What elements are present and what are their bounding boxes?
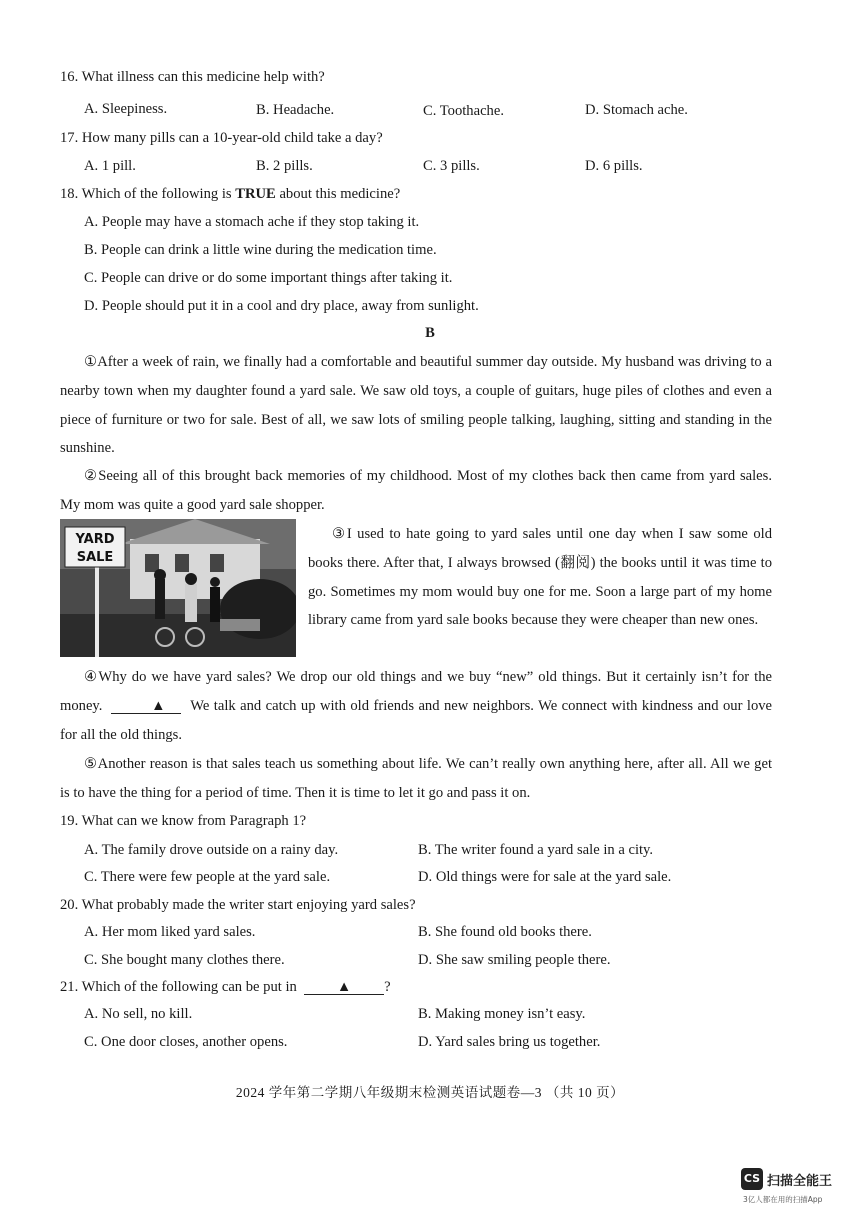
passage-paragraph-2 xyxy=(60,462,772,520)
q21-stem-text: 21. Which of the following can be put in xyxy=(60,979,297,995)
q16-option-a: A. Sleepiness. xyxy=(84,101,168,117)
q20-option-a: A. Her mom liked yard sales. xyxy=(84,924,256,940)
q16-option-d: D. Stomach ache. xyxy=(585,102,688,118)
q17-option-c: C. 3 pills. xyxy=(423,158,480,174)
q20-option-b: B. She found old books there. xyxy=(418,924,592,940)
q20-option-d: D. She saw smiling people there. xyxy=(418,952,611,968)
scanner-tagline: 3亿人都在用的扫描App xyxy=(743,1195,823,1204)
question-16-stem: 16. What illness can this medicine help with? xyxy=(60,69,325,85)
q18-option-d: D. People should put it in a cool and dry place, away from sunlight. xyxy=(84,298,479,314)
passage-paragraph-5 xyxy=(60,750,772,808)
q21-option-d: D. Yard sales bring us together. xyxy=(418,1034,601,1050)
scanner-name: 扫描全能王 xyxy=(767,1174,833,1189)
q21-stem-end: ? xyxy=(384,979,391,995)
q18-option-a: A. People may have a stomach ache if they stop taking it. xyxy=(84,214,420,230)
question-18-stem xyxy=(60,185,400,203)
cs-logo-icon: CS xyxy=(741,1168,763,1190)
passage-paragraph-1 xyxy=(60,348,772,463)
paragraph-5-text: ⑤Another reason is that sales teach us something about life. We can’t really own anything here, after all. All we get is to have the thing for a period of time. Then it is time to let it go and pass it on. xyxy=(60,756,772,801)
q16-option-b: B. Headache. xyxy=(256,102,335,118)
sign-text-bottom: SALE xyxy=(76,550,114,565)
q17-option-a: A. 1 pill. xyxy=(84,158,136,174)
q17-option-d: D. 6 pills. xyxy=(585,158,643,174)
yard-sale-photo xyxy=(60,519,296,657)
q21-option-b: B. Making money isn’t easy. xyxy=(418,1006,586,1022)
question-20-stem: 20. What probably made the writer start enjoying yard sales? xyxy=(60,897,416,913)
q18-option-c: C. People can drive or do some important things after taking it. xyxy=(84,270,453,286)
q19-option-c: C. There were few people at the yard sale. xyxy=(84,869,331,885)
sign-text-top: YARD xyxy=(75,532,115,547)
q19-option-d: D. Old things were for sale at the yard sale. xyxy=(418,869,672,885)
q18-stem-emphasis: TRUE xyxy=(235,186,276,202)
q20-option-c: C. She bought many clothes there. xyxy=(84,952,285,968)
q16-option-c: C. Toothache. xyxy=(423,103,504,119)
question-17-stem: 17. How many pills can a 10-year-old child take a day? xyxy=(60,130,383,146)
paragraph-4-text-after: We talk and catch up with old friends and new neighbors. We connect with kindness and our love for all the old things. xyxy=(60,697,773,743)
q21-option-c: C. One door closes, another opens. xyxy=(84,1034,288,1050)
q19-option-a: A. The family drove outside on a rainy day. xyxy=(84,842,339,858)
q19-option-b: B. The writer found a yard sale in a city. xyxy=(418,842,654,858)
passage-paragraph-3 xyxy=(308,520,772,635)
q21-blank-marker: ▲ xyxy=(304,980,384,995)
page-footer: 2024 学年第二学期八年级期末检测英语试题卷—3 （共 10 页） xyxy=(235,1085,625,1100)
q18-option-b: B. People can drink a little wine during the medication time. xyxy=(84,242,437,258)
q17-option-b: B. 2 pills. xyxy=(256,158,313,174)
blank-marker: ▲ xyxy=(111,699,181,714)
paragraph-1-text: ①After a week of rain, we finally had a comfortable and beautiful summer day outside. My husband was driving to a nearby town when my daughter found a yard sale. We saw old toys, a couple of guitars, huge piles of clothes and even a piece of furniture or two for sale. Best of all, we saw lots of smiling people talking, laughing, sitting and standing in the sunshine. xyxy=(60,354,772,457)
passage-paragraph-4 xyxy=(60,663,772,749)
question-21-stem xyxy=(60,978,391,996)
paragraph-3-text: ③I used to hate going to yard sales until one day when I saw some old books there. After that, I always browsed (翻阅) the books until it was time to go. Sometimes my mom would buy one for me. Soon a large part of my home library came from yard sale books because they were cheaper than new ones. xyxy=(308,526,772,629)
q18-stem-part: 18. Which of the following is xyxy=(60,186,236,202)
paragraph-2-text: ②Seeing all of this brought back memories of my childhood. Most of my clothes back then came from yard sales. My mom was quite a good yard sale shopper. xyxy=(60,468,772,513)
section-b-heading: B xyxy=(425,325,435,341)
paragraph-4-text-before: ④Why do we have yard sales? We drop our old things and we buy “new” old things. But it certainly isn’t for the money. xyxy=(60,669,772,714)
q18-stem-part: about this medicine? xyxy=(275,186,401,202)
q21-option-a: A. No sell, no kill. xyxy=(84,1006,193,1022)
scanner-watermark xyxy=(741,1166,851,1206)
question-19-stem: 19. What can we know from Paragraph 1? xyxy=(60,813,307,829)
